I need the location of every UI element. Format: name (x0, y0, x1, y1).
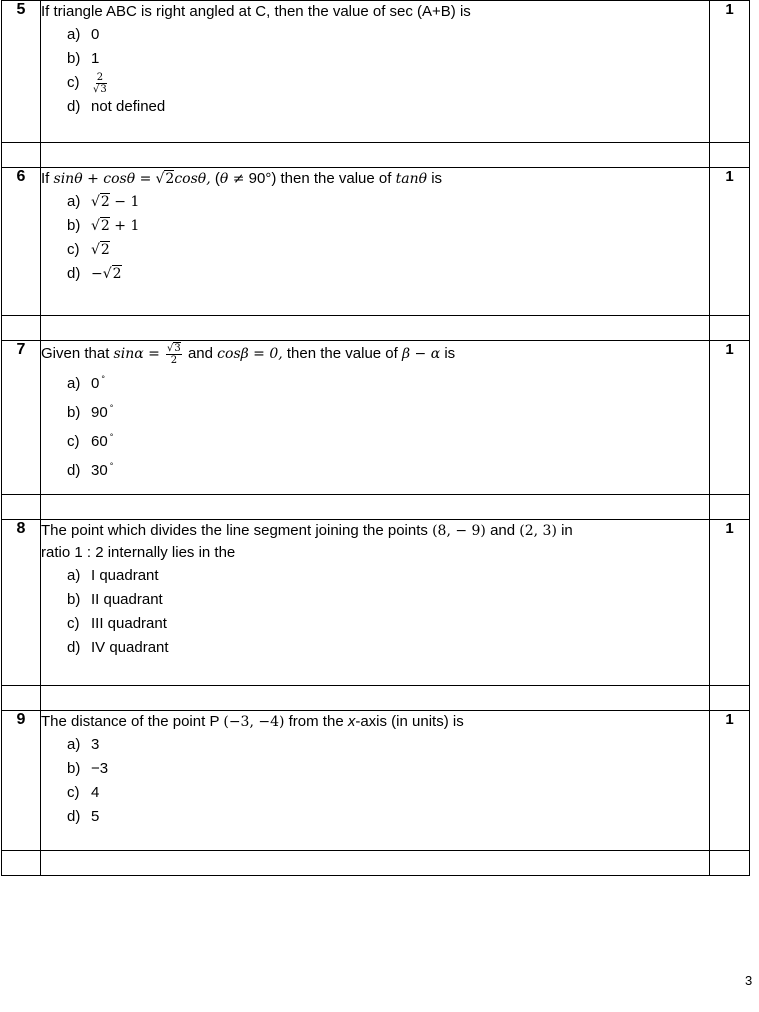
separator-row (2, 495, 750, 520)
question-body (41, 1, 710, 143)
question-row-9 (2, 711, 750, 851)
options-list (41, 733, 709, 829)
option-a: a) 3 (67, 736, 100, 753)
question-marks: 1 (710, 341, 750, 495)
option-c: c) 60 ° (67, 432, 114, 450)
page-number: 3 (745, 973, 753, 988)
question-stem: The point which divides the line segment joining the points (8, − 9) and (2, 3) in ratio 1 : 2 internally lies in the (41, 522, 573, 561)
option-b: b) −3 (67, 760, 109, 777)
option-d: d) IV quadrant (67, 639, 169, 656)
question-row-8 (2, 520, 750, 686)
question-table (1, 0, 750, 876)
question-row-5 (2, 1, 750, 143)
option-d: d) 5 (67, 808, 100, 825)
question-stem: If sinθ + cosθ = √2cosθ, (θ ≠ 90°) then the value of tanθ is (41, 170, 443, 187)
option-d: d) not defined (67, 98, 166, 115)
option-a: a) 0 (67, 26, 100, 43)
question-marks: 1 (710, 711, 750, 851)
question-stem: If triangle ABC is right angled at C, then the value of sec (A+B) is (41, 3, 471, 20)
question-row-7 (2, 341, 750, 495)
option-c: c) $\frac{2}{√3}$ (67, 71, 107, 95)
question-row-6 (2, 168, 750, 316)
option-b: b) II quadrant (67, 591, 163, 608)
option-c: c) III quadrant (67, 615, 167, 632)
option-b: b) √2 + 1 (67, 217, 140, 234)
separator-row (2, 686, 750, 711)
fraction: $\frac{√3}{2}$ (167, 342, 181, 366)
options-list (41, 190, 709, 286)
question-stem: Given that sinα = $\frac{√3}{2}$ and cosβ = 0, then the value of β − α is (41, 342, 456, 366)
option-c: c) √2 (67, 241, 110, 258)
question-stem: The distance of the point P (−3, −4) from the x-axis (in units) is (41, 713, 464, 730)
option-a: a) 0 ° (67, 374, 105, 392)
separator-row (2, 143, 750, 168)
question-marks: 1 (710, 520, 750, 686)
question-number: 7 (2, 341, 41, 495)
option-b: b) 1 (67, 50, 100, 67)
option-d: d) 30 ° (67, 461, 114, 479)
question-body (41, 341, 710, 495)
options-list (41, 564, 709, 660)
option-d: d) −√2 (67, 265, 122, 282)
question-number: 9 (2, 711, 41, 851)
question-body (41, 168, 710, 316)
question-number: 5 (2, 1, 41, 143)
question-marks: 1 (710, 1, 750, 143)
question-number: 6 (2, 168, 41, 316)
option-a: a) √2 − 1 (67, 193, 140, 210)
question-body (41, 520, 710, 686)
option-a: a) I quadrant (67, 567, 159, 584)
options-list (41, 23, 709, 119)
question-number: 8 (2, 520, 41, 686)
separator-row (2, 316, 750, 341)
option-c: c) 4 (67, 784, 100, 801)
options-list (41, 367, 709, 483)
option-b: b) 90 ° (67, 403, 114, 421)
fraction: $\frac{2}{√3}$ (93, 71, 107, 95)
separator-row (2, 851, 750, 876)
question-body (41, 711, 710, 851)
question-marks: 1 (710, 168, 750, 316)
